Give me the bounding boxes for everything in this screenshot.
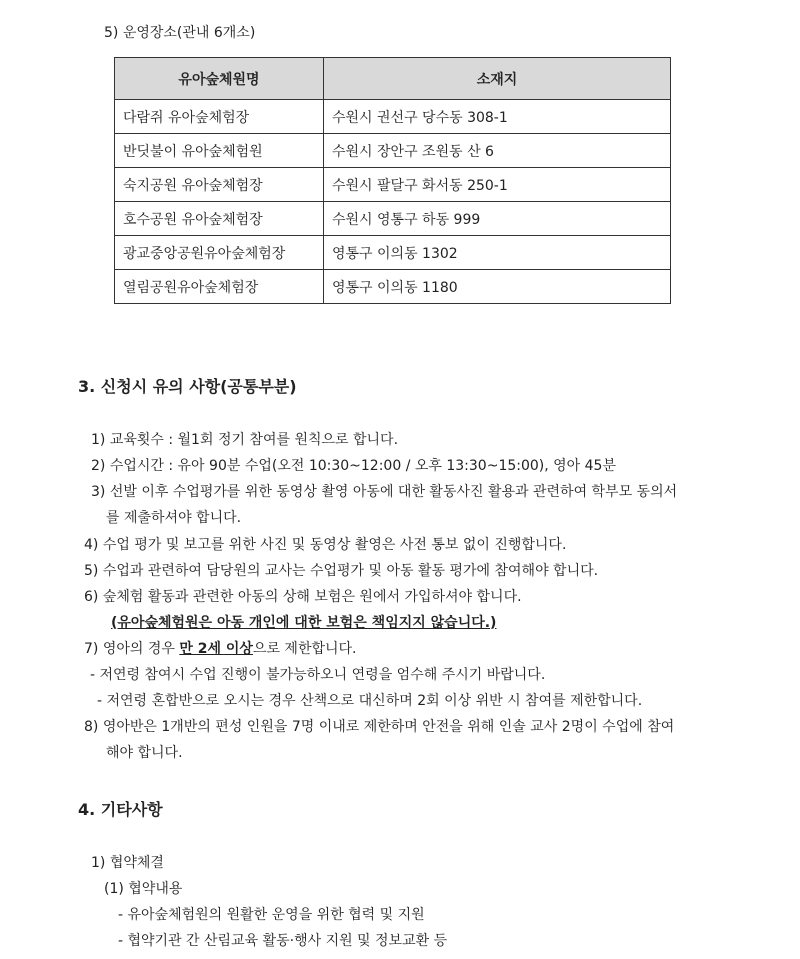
list-item: 를 제출하셔야 합니다.	[106, 510, 242, 526]
table-cell: 광교중앙공원유아숲체험장	[115, 236, 324, 270]
table-cell: 수원시 영통구 하동 999	[324, 202, 671, 236]
section-heading: 4. 기타사항	[78, 800, 163, 819]
list-item-text: 7) 영아의 경우	[84, 641, 180, 657]
list-item-text: 으로 제한합니다.	[252, 641, 357, 657]
table-row	[115, 168, 671, 202]
table-row	[115, 270, 671, 304]
list-item: - 저연령 참여시 수업 진행이 불가능하오니 연령을 엄수해 주시기 바랍니다.	[90, 667, 546, 683]
list-item: - 협약기관 간 산림교육 활동·행사 지원 및 정보교환 등	[118, 933, 448, 949]
table-cell: 열림공원유아숲체험장	[115, 270, 324, 304]
column-header: 유아숲체원명	[115, 58, 324, 100]
table-cell: 수원시 팔달구 화서동 250-1	[324, 168, 671, 202]
subsection-title: 5) 운영장소(관내 6개소)	[104, 25, 256, 41]
table-cell: 영통구 이의동 1180	[324, 270, 671, 304]
list-item	[84, 638, 357, 658]
list-item: (1) 협약내용	[104, 881, 183, 897]
table-cell: 수원시 권선구 당수동 308-1	[324, 100, 671, 134]
list-item: - 저연령 혼합반으로 오시는 경우 산책으로 대신하며 2회 이상 위반 시 참여를 제한합니다.	[97, 693, 643, 709]
list-item: 1) 협약체결	[91, 855, 164, 871]
table-cell: 다람쥐 유아숲체험장	[115, 100, 324, 134]
list-item: - 유아숲체험원의 원활한 운영을 위한 협력 및 지원	[118, 907, 425, 923]
list-item: 6) 숲체험 활동과 관련한 아동의 상해 보험은 원에서 가입하셔야 합니다.	[84, 589, 522, 605]
table-cell: 영통구 이의동 1302	[324, 236, 671, 270]
table-cell: 숙지공원 유아숲체험장	[115, 168, 324, 202]
table-row	[115, 100, 671, 134]
age-limit-emphasis: 만 2세 이상	[179, 641, 253, 657]
list-item: 3) 선발 이후 수업평가를 위한 동영상 촬영 아동에 대한 활동사진 활용과 관련하여 학부모 동의서	[91, 484, 678, 500]
table-cell: 호수공원 유아숲체험장	[115, 202, 324, 236]
table-cell: 수원시 장안구 조원동 산 6	[324, 134, 671, 168]
list-item: 해야 합니다.	[106, 745, 183, 761]
section-heading: 3. 신청시 유의 사항(공통부분)	[78, 377, 297, 396]
list-item: 2) 수업시간 : 유아 90분 수업(오전 10:30~12:00 / 오후 13:30~15:00), 영아 45분	[91, 458, 616, 474]
list-item: 4) 수업 평가 및 보고를 위한 사진 및 동영상 촬영은 사전 통보 없이 진행합니다.	[84, 537, 567, 553]
table-cell: 반딧불이 유아숲체험원	[115, 134, 324, 168]
table-row	[115, 134, 671, 168]
table-header-row	[115, 58, 671, 100]
list-item: 5) 수업과 관련하여 담당원의 교사는 수업평가 및 아동 활동 평가에 참여해야 합니다.	[84, 563, 599, 579]
column-header: 소재지	[324, 58, 671, 100]
list-item: 1) 교육횟수 : 월1회 정기 참여를 원칙으로 합니다.	[91, 432, 399, 448]
list-item: 8) 영아반은 1개반의 편성 인원을 7명 이내로 제한하며 안전을 위해 인솔 교사 2명이 수업에 참여	[84, 719, 675, 735]
table-row	[115, 236, 671, 270]
insurance-notice: (유아숲체험원은 아동 개인에 대한 보험은 책임지지 않습니다.)	[111, 615, 497, 631]
table-row	[115, 202, 671, 236]
location-table	[114, 57, 671, 304]
